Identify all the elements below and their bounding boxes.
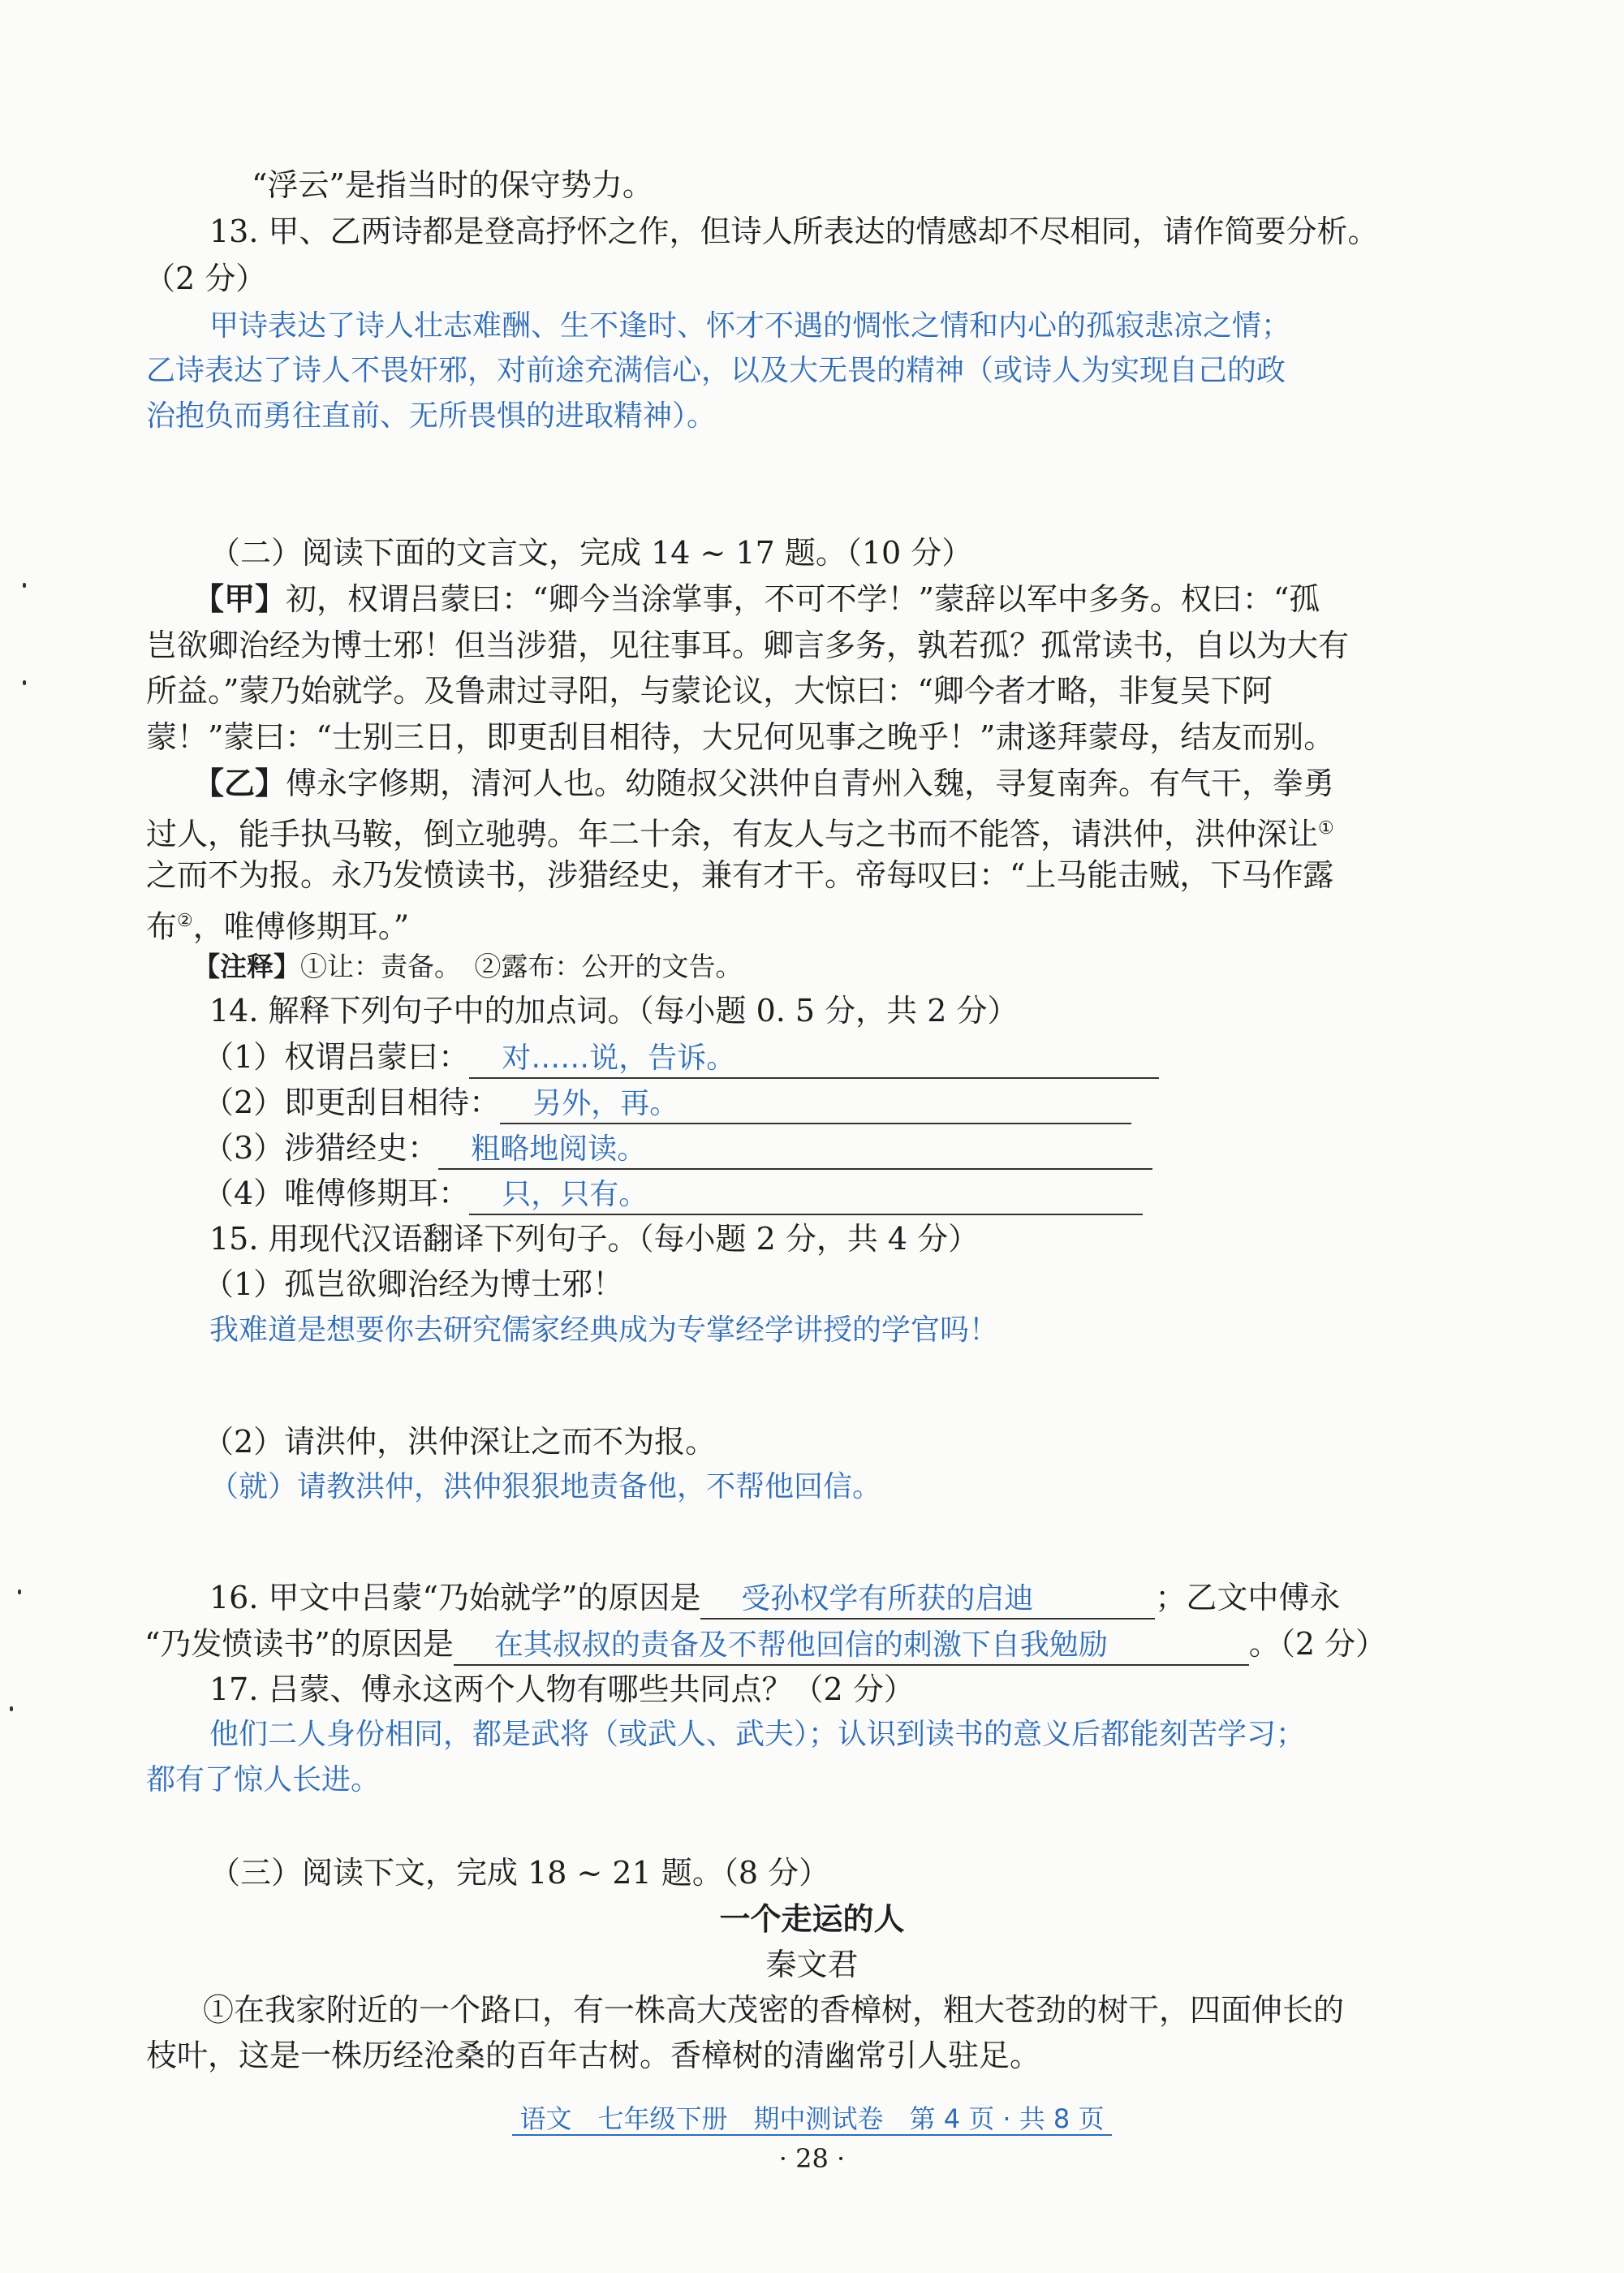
- question-14-item-1: [203, 1037, 1159, 1079]
- passage-b-text: 傅永字修期，清河人也。幼随叔父洪仲自青州入魏，寻复南奔。有气干，拳勇: [286, 766, 1335, 801]
- answer-16-b: 在其叔叔的责备及不帮他回信的刺激下自我勉励: [493, 1628, 1108, 1662]
- answer-14-3: 粗略地阅读。: [471, 1132, 647, 1166]
- scan-speck: [10, 1706, 13, 1711]
- footer-info: [0, 2098, 1624, 2139]
- question-16-text: “乃发愤读书”的原因是: [144, 1626, 454, 1662]
- answer-15-1: 我难道是想要你去研究儒家经典成为专掌经学讲授的学官吗！: [209, 1313, 999, 1347]
- passage-a-line1: [193, 579, 1320, 619]
- question-16-text: ；乙文中傅永: [1155, 1580, 1341, 1615]
- answer-14-1: 对……说，告诉。: [502, 1042, 736, 1075]
- answer-16-a: 受孙权学有所获的启迪: [741, 1582, 1034, 1615]
- passage-b-line1: [193, 763, 1334, 804]
- question-14-item-4: [203, 1173, 1143, 1215]
- passage-a-line3: 所益。”蒙乃始就学。及鲁肃过寻阳，与蒙论议，大惊曰：“卿今者才略，非复吴下阿: [146, 673, 1273, 709]
- question-16-line1: [209, 1577, 1340, 1620]
- item-prompt: （1）权谓吕蒙曰：: [203, 1039, 470, 1075]
- answer-14-2: 另外，再。: [532, 1087, 679, 1120]
- question-13: 13. 甲、乙两诗都是登高抒怀之作，但诗人所表达的情感却不尽相同，请作简要分析。: [209, 213, 1379, 249]
- question-14-item-3: [203, 1128, 1152, 1170]
- annotation-text: ①让：责备。 ②露布：公开的文告。: [300, 951, 743, 982]
- passage-a-line4: 蒙！”蒙曰：“士别三日，即更刮目相待，大兄何见事之晚乎！”肃遂拜蒙母，结友而别。: [146, 719, 1335, 755]
- question-15: 15. 用现代汉语翻译下列句子。（每小题 2 分，共 4 分）: [209, 1221, 980, 1257]
- answer-13-line2: 乙诗表达了诗人不畏奸邪，对前途充满信心，以及大无畏的精神（或诗人为实现自己的政: [146, 354, 1286, 387]
- item-prompt: （3）涉猎经史：: [203, 1130, 439, 1166]
- passage-b-line3: 之而不为报。永乃发愤读书，涉猎经史，兼有才干。帝每叹曰：“上马能击贼，下马作露: [146, 857, 1334, 893]
- footnote-mark-2: ②: [177, 911, 193, 931]
- passage-a-text: 初，权谓吕蒙曰：“卿今当涂掌事，不可不学！”蒙辞以军中多务。权曰：“孤: [286, 581, 1320, 617]
- item-prompt: （2）即更刮目相待：: [203, 1085, 501, 1120]
- answer-blank: [700, 1579, 1155, 1620]
- question-13-score: （2 分）: [144, 261, 267, 296]
- answer-14-4: 只，只有。: [502, 1178, 648, 1211]
- answer-17-line1: 他们二人身份相同，都是武将（或武人、武夫）；认识到读书的意义后都能刻苦学习；: [209, 1718, 1306, 1751]
- answer-15-2: （就）请教洪仲，洪仲狠狠地责备他，不帮他回信。: [209, 1470, 882, 1503]
- passage-a-line2: 岂欲卿治经为博士邪！但当涉猎，见往事耳。卿言多务，孰若孤？孤常读书，自以为大有: [146, 628, 1350, 663]
- answer-17-line2: 都有了惊人长进。: [146, 1763, 381, 1796]
- article-author: 秦文君: [765, 1947, 859, 1982]
- question-16-text: 16. 甲文中吕蒙“乃始就学”的原因是: [209, 1580, 701, 1615]
- article-paragraph-1-line2: 枝叶，这是一株历经沧桑的百年古树。香樟树的清幽常引人驻足。: [146, 2038, 1041, 2073]
- question-17: 17. 吕蒙、傅永这两个人物有哪些共同点？（2 分）: [209, 1671, 915, 1707]
- passage-b-label: 【乙】: [193, 765, 286, 801]
- question-14: 14. 解释下列句子中的加点词。（每小题 0. 5 分，共 2 分）: [209, 993, 1019, 1029]
- answer-blank: [500, 1084, 1131, 1124]
- question-14-item-2: [203, 1082, 1131, 1124]
- passage-b-text: 过人，能手执马鞍，倒立驰骋。年二十余，有友人与之书而不能答，请洪仲，洪仲深让: [146, 816, 1319, 852]
- passage-b-line4: [146, 901, 409, 947]
- passage-a-label: 【甲】: [193, 580, 286, 617]
- question-15-item-2: （2）请洪仲，洪仲深让之而不为报。: [203, 1424, 717, 1460]
- section-3-heading: （三）阅读下文，完成 18 ~ 21 题。（8 分）: [209, 1855, 830, 1891]
- passage-b-line2: [146, 809, 1334, 855]
- answer-13-line3: 治抱负而勇往直前、无所畏惧的进取精神）。: [146, 399, 717, 433]
- question-16-line2: [144, 1624, 1386, 1666]
- annotation: [193, 947, 743, 987]
- scan-speck: [18, 1589, 21, 1594]
- question-16-text: 。（2 分）: [1248, 1626, 1387, 1662]
- passage-b-text: 布: [146, 908, 178, 945]
- answer-blank: [469, 1175, 1143, 1215]
- footnote-mark-1: ①: [1318, 818, 1334, 839]
- answer-blank: [438, 1129, 1152, 1170]
- text-line: “浮云”是指当时的保守势力。: [252, 167, 653, 203]
- section-2-heading: （二）阅读下面的文言文，完成 14 ~ 17 题。（10 分）: [209, 535, 973, 571]
- article-title: 一个走运的人: [719, 1901, 905, 1937]
- answer-blank: [454, 1625, 1249, 1666]
- answer-blank: [469, 1038, 1159, 1079]
- answer-13-line1: 甲诗表达了诗人壮志难酬、生不逢时、怀才不遇的惆怅之情和内心的孤寂悲凉之情；: [209, 309, 1291, 343]
- article-paragraph-1-line1: ①在我家附近的一个路口，有一株高大茂密的香樟树，粗大苍劲的树干，四面伸长的: [203, 1992, 1345, 2028]
- passage-b-text: ，唯傅修期耳。”: [192, 908, 410, 945]
- annotation-label: 【注释】: [193, 951, 300, 982]
- footer-info-text: 语文 七年级下册 期中测试卷 第 4 页 · 共 8 页: [512, 2103, 1113, 2136]
- scan-speck: [23, 680, 26, 685]
- item-prompt: （4）唯傅修期耳：: [203, 1175, 470, 1211]
- scan-speck: [23, 583, 26, 588]
- question-15-item-1: （1）孤岂欲卿治经为博士邪！: [203, 1266, 624, 1302]
- page-number: · 28 ·: [778, 2143, 846, 2174]
